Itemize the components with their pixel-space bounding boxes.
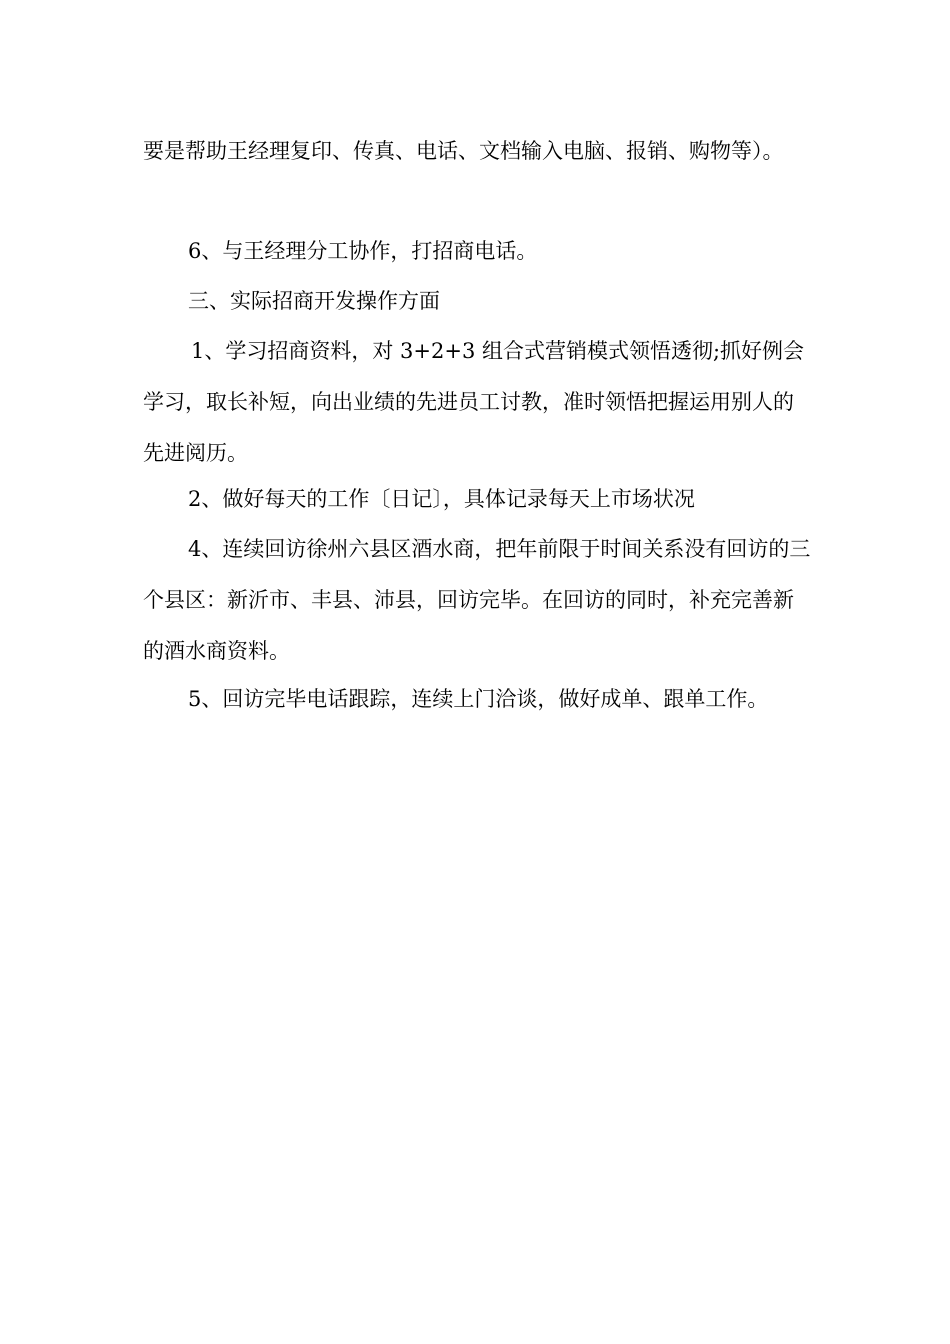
paragraph-item-6: 6、与王经理分工协作，打招商电话。 [188,239,538,263]
paragraph-item-1: 1、学习招商资料，对 3+2+3 组合式营销模式领悟透彻;抓好例会学习，取长补短，向出业绩的先进员工讨教，准时领悟把握运用别人的先进阅历。 [143,339,805,465]
section-heading-3: 三、实际招商开发操作方面 [188,289,440,313]
paragraph-continuation: 要是帮助王经理复印、传真、电话、文档输入电脑、报销、购物等）。 [143,139,784,163]
paragraph-item-4: 4、连续回访徐州六县区酒水商，把年前限于时间关系没有回访的三个县区：新沂市、丰县、沛县，回访完毕。在回访的同时，补充完善新的酒水商资料。 [143,537,811,663]
paragraph-item-5: 5、回访完毕电话跟踪，连续上门洽谈，做好成单、跟单工作。 [188,687,769,711]
paragraph-item-2: 2、做好每天的工作〔日记〕，具体记录每天上市场状况 [188,487,695,511]
